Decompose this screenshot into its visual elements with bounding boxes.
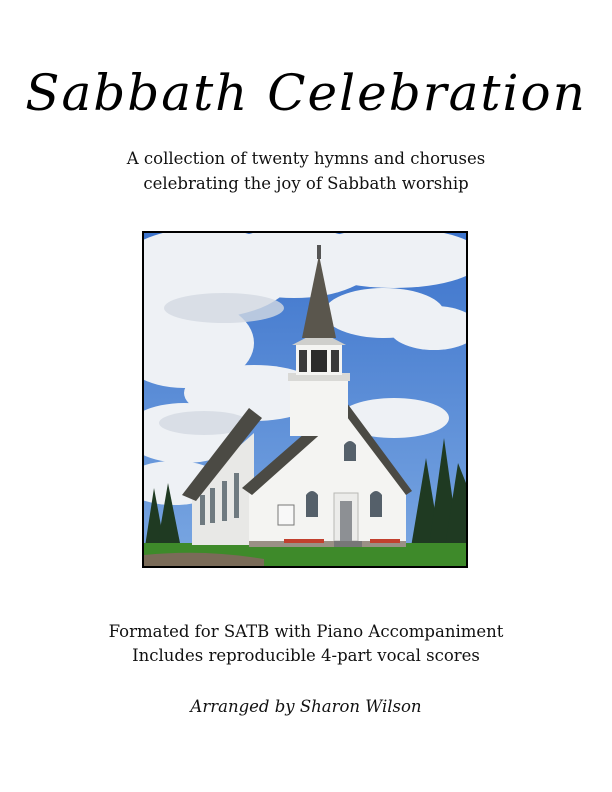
subtitle-line-1: A collection of twenty hymns and choruses <box>126 149 486 168</box>
cover-subtitle <box>0 146 612 196</box>
subtitle-line-2: celebrating the joy of Sabbath worship <box>143 174 469 193</box>
format-info <box>0 620 612 668</box>
format-line-2: Includes reproducible 4-part vocal scores <box>132 646 480 665</box>
arranger-credit: Arranged by Sharon Wilson <box>190 697 422 716</box>
church-photo <box>142 231 468 568</box>
cover-title: Sabbath Celebration <box>25 64 587 122</box>
church-illustration <box>144 233 466 566</box>
format-line-1: Formated for SATB with Piano Accompaniment <box>108 622 504 641</box>
tower <box>290 381 348 436</box>
